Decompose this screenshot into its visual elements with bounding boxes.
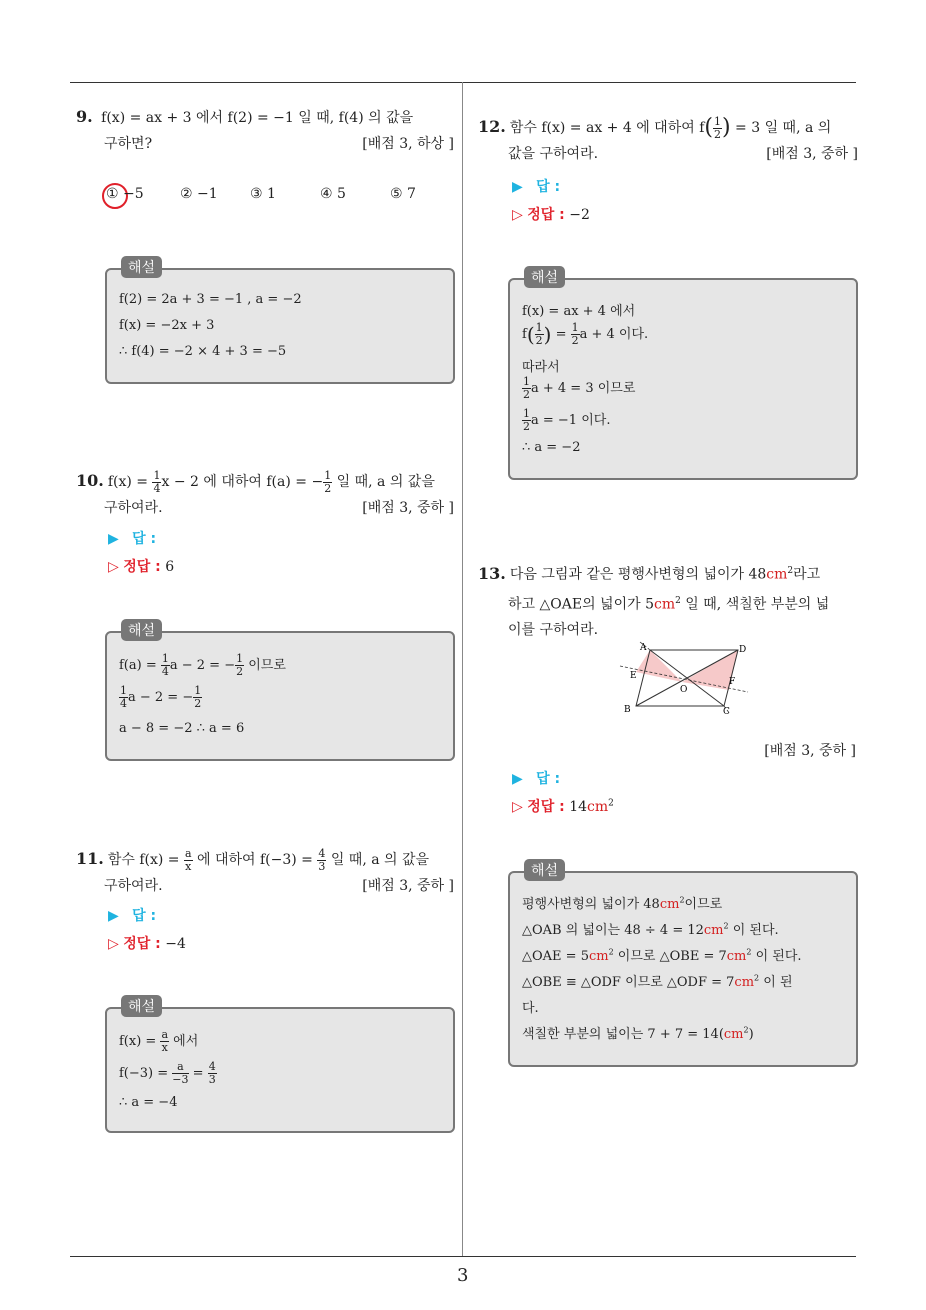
denominator: 3 <box>208 1073 216 1086</box>
question-text: 에 대하여 f(−3) = <box>192 852 313 868</box>
score-label: [배점 3, 중하 ] <box>766 146 858 162</box>
question-number: 13. <box>478 563 506 583</box>
fraction <box>522 376 531 401</box>
denominator: 2 <box>523 420 530 433</box>
solution-line <box>522 408 610 433</box>
solution-line: 따라서 <box>522 360 560 375</box>
solution-box <box>105 999 455 1133</box>
text: 색칠한 부분의 넓이는 7 + 7 = 14( <box>522 1027 724 1042</box>
solution-line: △OAE = $5cm^2$ 이므로 △OBE = $7cm^2$ 이 된다. <box>522 947 802 964</box>
fraction <box>193 685 202 710</box>
denominator: −3 <box>172 1073 189 1086</box>
label-f: F <box>729 677 736 687</box>
fraction <box>713 116 722 141</box>
numerator: 1 <box>324 468 332 482</box>
unit-cm: cm <box>587 799 609 815</box>
fraction <box>571 322 580 347</box>
solution-tag: 해설 <box>121 256 162 278</box>
text: f(−3) = <box>119 1066 169 1081</box>
label-a: A <box>640 643 647 653</box>
outline-triangle-icon: ▷ <box>512 799 523 815</box>
solution-line <box>119 685 202 710</box>
text: △OAB 의 넓이는 48 ÷ 4 = 12 <box>522 923 704 938</box>
text: 이므로 <box>244 658 286 673</box>
correct-value: 14 <box>569 799 588 815</box>
correct-answer-row <box>108 556 174 576</box>
unit-cm: cm <box>659 897 680 912</box>
unit-cm: cm <box>726 949 747 964</box>
denominator: 2 <box>324 481 332 495</box>
label-b: B <box>624 705 631 715</box>
question-number: 10. <box>76 471 104 490</box>
fraction <box>172 1061 188 1086</box>
question-text: 일 때, a 의 값을 <box>326 852 430 868</box>
denominator: 4 <box>153 481 161 495</box>
correct-answer-row <box>108 933 186 953</box>
question-text: 일 때, a 의 값을 <box>332 474 435 490</box>
correct-value: 6 <box>165 559 175 575</box>
question-text-2: 값을 구하여라. <box>508 146 599 162</box>
question-13: 13. 다음 그림과 같은 평행사변형의 넓이가 $48cm^2$라고 하고 △OAE의 넓이가 $5cm^2$ 일 때, 색칠한 부분의 넓 이를 구하여라. <box>478 563 830 639</box>
question-text-2: 구하면? <box>104 136 153 152</box>
choice-5[interactable]: ⑤ 7 <box>390 186 416 202</box>
fraction <box>323 470 332 495</box>
question-text-2: 구하여라. <box>104 500 163 516</box>
question-text: 이를 구하여라. <box>508 622 599 639</box>
choice-3[interactable]: ③ 1 <box>250 186 276 202</box>
solution-box <box>105 260 455 384</box>
numerator: 1 <box>535 321 543 334</box>
numerator: 1 <box>161 652 169 665</box>
question-text: 일 때, 색칠한 부분의 넓 <box>680 596 830 613</box>
correct-answer-row: ▷ 정답 : $14cm^2$ <box>512 798 614 815</box>
outline-triangle-icon: ▷ <box>108 936 119 952</box>
solution-line: ∴ a = −4 <box>119 1095 178 1110</box>
label-c: C <box>723 707 730 717</box>
text: 평행사변형의 넓이가 48 <box>522 897 660 912</box>
question-text: x − 2 에 대하여 f(a) = − <box>161 474 324 490</box>
answer-row <box>512 768 560 788</box>
text: f <box>522 327 527 342</box>
solution-line: △OAB 의 넓이는 $48 \div 4 = 12cm^2$ 이 된다. <box>522 921 779 938</box>
text: a + 4 = 3 이므로 <box>531 381 636 396</box>
numerator: 4 <box>208 1060 216 1073</box>
score-label: [배점 3, 중하 ] <box>764 743 856 759</box>
text: f(a) = <box>119 658 157 673</box>
label-o: O <box>680 685 688 695</box>
bottom-rule <box>70 1256 856 1257</box>
correct-label: 정답 : <box>123 936 161 952</box>
correct-label: 정답 : <box>527 207 565 223</box>
outline-triangle-icon: ▷ <box>512 207 523 223</box>
solution-line <box>119 1061 217 1086</box>
answer-row <box>512 176 560 196</box>
answer-label: 답 : <box>132 908 157 924</box>
text: a = −1 이다. <box>531 413 611 428</box>
text: 이므로 <box>684 897 723 912</box>
denominator: 4 <box>161 665 169 678</box>
correct-value: −2 <box>569 207 590 223</box>
fraction <box>522 408 531 433</box>
unit-cm: cm <box>734 975 755 990</box>
question-number: 12. <box>478 117 506 136</box>
score-label: [배점 3, 중하 ] <box>362 878 454 894</box>
answer-row <box>108 905 156 925</box>
fraction <box>235 653 244 678</box>
question-text: f(x) = ax + 3 에서 f(2) = −1 일 때, f(4) 의 값을 <box>101 110 414 126</box>
text: △OBE ≡ △ODF 이므로 △ODF = 7 <box>522 975 735 990</box>
solution-line: f(2) = 2a + 3 = −1 , a = −2 <box>119 292 302 307</box>
solution-tag: 해설 <box>121 995 162 1017</box>
fraction <box>119 685 128 710</box>
text: △OAE = 5 <box>522 949 589 964</box>
denominator: x <box>161 1041 168 1054</box>
play-triangle-icon: ▶ <box>512 771 523 787</box>
correct-value: −4 <box>165 936 186 952</box>
fraction <box>160 1029 169 1054</box>
solution-line: a − 8 = −2 ∴ a = 6 <box>119 721 245 736</box>
label-e: E <box>630 671 637 681</box>
solution-box <box>105 623 455 761</box>
choice-4[interactable]: ④ 5 <box>320 186 346 202</box>
correct-label: 정답 : <box>123 559 161 575</box>
numerator: 1 <box>523 407 530 420</box>
text: 이 된다. <box>751 949 802 964</box>
top-rule <box>70 82 856 83</box>
correct-answer-row <box>512 204 590 224</box>
question-text: 하고 △OAE의 넓이가 5 <box>508 596 654 613</box>
question-text-2: 구하여라. <box>104 878 163 894</box>
text: f(x) = <box>119 1034 157 1049</box>
fraction <box>208 1061 217 1086</box>
solution-line: 색칠한 부분의 넓이는 $7 + 7 = 14(cm^2)$ <box>522 1025 754 1042</box>
solution-line <box>119 653 286 678</box>
denominator: 2 <box>535 334 543 347</box>
question-text: 라고 <box>793 566 821 583</box>
solution-tag: 해설 <box>121 619 162 641</box>
numerator: a <box>184 846 192 860</box>
outline-triangle-icon: ▷ <box>108 559 119 575</box>
text: 이므로 △OBE = 7 <box>613 949 727 964</box>
question-text: = 3 일 때, a 의 <box>735 120 832 136</box>
choice-2[interactable]: ② −1 <box>180 186 218 202</box>
numerator: 1 <box>571 321 579 334</box>
solution-line: f(x) = −2x + 3 <box>119 318 215 333</box>
unit-cm: cm <box>723 1027 744 1042</box>
play-triangle-icon: ▶ <box>108 908 119 924</box>
question-text: 함수 f(x) = <box>107 852 180 868</box>
question-text: f(x) = <box>107 474 149 490</box>
text: 이 된 <box>759 975 793 990</box>
fraction <box>161 653 170 678</box>
label-d: D <box>739 645 747 655</box>
numerator: 4 <box>318 846 326 860</box>
play-triangle-icon: ▶ <box>512 179 523 195</box>
solution-line: f(x) = ax + 4 에서 <box>522 304 636 319</box>
numerator: a <box>161 1028 169 1041</box>
numerator: 1 <box>153 468 161 482</box>
question-11 <box>76 846 454 899</box>
solution-line: ∴ a = −2 <box>522 440 581 455</box>
play-triangle-icon: ▶ <box>108 531 119 547</box>
question-number: 9. <box>76 107 93 126</box>
question-10 <box>76 468 454 521</box>
solution-line: 다. <box>522 1001 539 1016</box>
text: a + 4 이다. <box>579 327 649 342</box>
denominator: 2 <box>571 334 579 347</box>
parallelogram-figure <box>616 638 756 718</box>
fraction <box>535 322 544 347</box>
solution-box <box>508 863 858 1067</box>
numerator: 1 <box>194 684 202 697</box>
question-text: 다음 그림과 같은 평행사변형의 넓이가 48 <box>509 566 767 583</box>
text: = <box>551 327 567 342</box>
unit-cm: cm <box>766 566 788 583</box>
column-divider <box>462 82 463 1256</box>
unit-cm: cm <box>588 949 609 964</box>
denominator: 4 <box>120 697 127 710</box>
numerator: 1 <box>713 114 721 128</box>
numerator: 1 <box>236 652 244 665</box>
solution-tag: 해설 <box>524 266 565 288</box>
denominator: x <box>185 859 192 873</box>
question-9 <box>76 104 454 157</box>
question-12: 12. 함수 f(x) = ax + 4 에 대하여 f( $\frac{1}{2}$ ) = 3 일 때, a 의 값을 구하여라. [배점 3, 중하 ] <box>478 114 858 167</box>
solution-tag: 해설 <box>524 859 565 881</box>
score-label: [배점 3, 중하 ] <box>362 500 454 516</box>
answer-label: 답 : <box>536 179 561 195</box>
solution-line: 평행사변형의 넓이가 $48cm^2$이므로 <box>522 895 723 912</box>
solution-box <box>508 270 858 480</box>
choice-1[interactable]: ① −5 <box>106 186 144 202</box>
question-text: 함수 f(x) = ax + 4 에 대하여 f <box>509 120 705 136</box>
solution-line: △OBE ≡ △ODF 이므로 △ODF = $7cm^2$ 이 된 <box>522 973 793 990</box>
fraction <box>184 848 193 873</box>
text: 이 된다. <box>728 923 779 938</box>
numerator: 1 <box>523 375 530 388</box>
question-number: 11. <box>76 849 104 868</box>
solution-line <box>522 376 635 401</box>
text: = <box>192 1066 204 1081</box>
denominator: 2 <box>236 665 244 678</box>
answer-label: 답 : <box>132 531 157 547</box>
solution-line: f( $\frac{1}{2}$ ) = $\frac{1}{2}$ a + 4 이다. <box>522 321 649 347</box>
solution-line <box>119 1029 198 1054</box>
unit-cm: cm <box>703 923 724 938</box>
denominator: 3 <box>318 859 326 873</box>
numerator: a <box>172 1061 188 1074</box>
correct-label: 정답 : <box>527 799 565 815</box>
text: ) <box>748 1027 754 1042</box>
page-number: 3 <box>457 1265 469 1286</box>
text: 에서 <box>169 1034 199 1049</box>
text: a − 2 = − <box>169 658 236 673</box>
denominator: 2 <box>194 697 202 710</box>
numerator: 1 <box>120 684 127 697</box>
denominator: 2 <box>523 388 530 401</box>
solution-line: ∴ f(4) = −2 × 4 + 3 = −5 <box>119 344 287 359</box>
score-label: [배점 3, 하상 ] <box>362 136 454 152</box>
answer-row <box>108 528 156 548</box>
answer-label: 답 : <box>536 771 561 787</box>
text: a − 2 = − <box>128 690 194 705</box>
unit-cm: cm <box>653 596 676 613</box>
denominator: 2 <box>713 127 721 141</box>
